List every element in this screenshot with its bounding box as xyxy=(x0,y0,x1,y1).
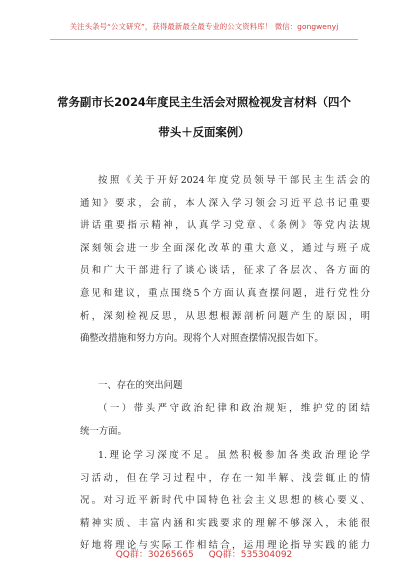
intro-line: 员和广大干部进行了谈心谈话，征求了各层次、各方面的 xyxy=(80,265,370,277)
document-title-line-1: 常务副市长2024年度民主生活会对照检视发言材料（四个 xyxy=(57,95,351,109)
document-title-line-2: 带头＋反面案例） xyxy=(158,125,250,139)
intro-line: 通知》要求，会前，本人深入学习领会习近平总书记重要 xyxy=(80,197,370,209)
item-line: 1.理论学习深度不足。虽然积极参加各类政治理论学 xyxy=(98,450,370,461)
section-heading-text: 一、存在的突出问题 xyxy=(98,380,183,391)
intro-line: 深刻领会进一步全面深化改革的重大意义，通过与班子成 xyxy=(80,242,370,254)
subsection-line: （一）带头严守政治纪律和政治规矩，维护党的团结 xyxy=(98,403,370,414)
item-line: 况。对习近平新时代中国特色社会主义思想的核心要义、 xyxy=(80,495,370,507)
intro-line: 析，深刻检视反思，从思想根源剖析问题产生的原因，明 xyxy=(80,310,370,322)
section-heading xyxy=(80,377,370,391)
subsection-heading xyxy=(80,398,370,443)
footer-qq-group-2: QQ群：535304092 xyxy=(208,550,293,560)
subsection-line: 统一方面。 xyxy=(80,425,127,437)
intro-line: 按照《关于开好2024年度党员领导干部民主生活会的 xyxy=(98,175,370,186)
header-banner: 关注头条号“公文研究”，获得最新最全最专业的公文资料库！ 微信：gongwenyj xyxy=(69,22,339,31)
intro-line: 讲话重要指示精神，认真学习党章、《条例》等党内法规 xyxy=(80,220,370,232)
footer-contact xyxy=(0,547,408,560)
item-paragraph xyxy=(80,445,370,558)
item-line: 精神实质、丰富内涵和实践要求的理解不够深入，未能很 xyxy=(80,517,370,529)
intro-line: 意见和建议，重点围绕5个方面认真查摆问题，进行党性分 xyxy=(80,287,370,299)
item-line: 好地将理论与实际工作相结合，运用理论指导实践的能力 xyxy=(80,540,370,552)
footer-qq-group-1: QQ群：30265665 xyxy=(115,550,194,560)
item-line: 习活动，但在学习过程中，存在一知半解、浅尝辄止的情 xyxy=(80,472,370,484)
intro-line: 确整改措施和努力方向。现将个人对照查摆情况报告如下。 xyxy=(80,333,324,345)
header-divider xyxy=(50,39,358,40)
intro-paragraph xyxy=(80,170,370,351)
